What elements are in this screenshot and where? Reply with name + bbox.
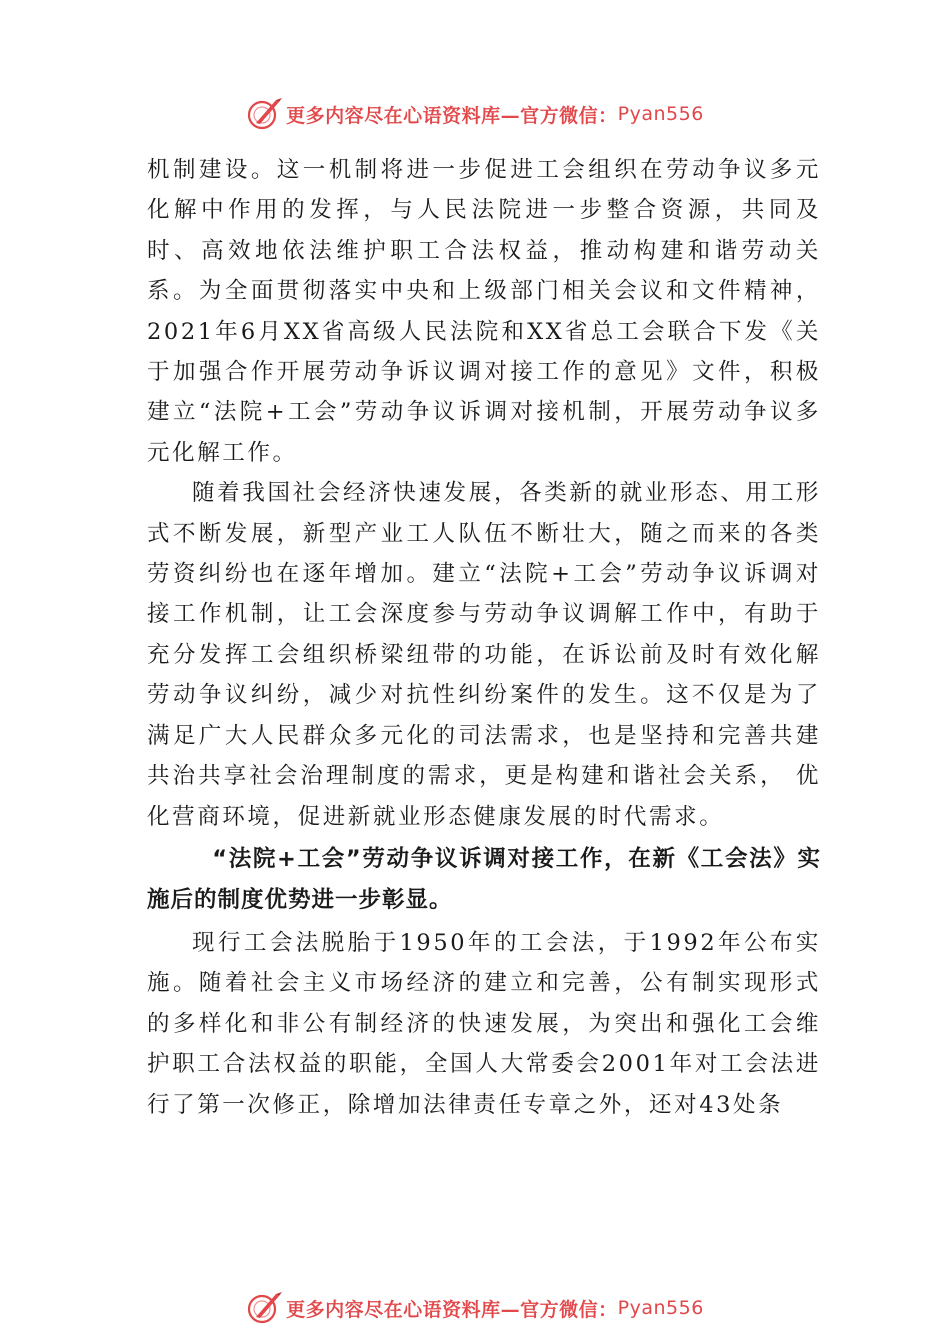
header-banner xyxy=(0,94,950,134)
section-heading: “法院+工会”劳动争议诉调对接工作，在新《工会法》实施后的制度优势进一步彰显。 xyxy=(147,845,821,913)
document-body xyxy=(147,150,821,1125)
banner-text: 更多内容尽在心语资料库—官方微信： xyxy=(286,104,618,127)
paragraph-2: 随着我国社会经济快速发展，各类新的就业形态、用工形式不断发展，新型产业工人队伍不断壮大，随之而来的各类劳资纠纷也在逐年增加。建立“法院+工会”劳动争议诉调对接工作机制，让工会深度参与劳动争议调解工作中，有助于充分发挥工会组织桥梁纽带的功能，在诉讼前及时有效化解劳动争议纠纷，减少对抗性纠纷案件的发生。这不仅是为了满足广大人民群众多元化的司法需求，也是坚持和完善共建共治共享社会治理制度的需求，更是构建和谐社会关系， 优化营商环境，促进新就业形态健康发展的时代需求。 xyxy=(147,480,821,830)
footer-banner xyxy=(0,1288,950,1328)
paragraph-3: 现行工会法脱胎于1950年的工会法，于1992年公布实施。随着社会主义市场经济的建立和完善，公有制实现形式的多样化和非公有制经济的快速发展，为突出和强化工会维护职工合法权益的职能，全国人大常委会2001年对工会法进行了第一次修正，除增加法律责任专章之外，还对43处条 xyxy=(147,929,821,1118)
banner-text: 更多内容尽在心语资料库—官方微信： xyxy=(286,1298,618,1321)
quill-pen-logo-icon xyxy=(246,1290,284,1326)
paragraph-1: 机制建设。这一机制将进一步促进工会组织在劳动争议多元化解中作用的发挥，与人民法院进一步整合资源，共同及时、高效地依法维护职工合法权益，推动构建和谐劳动关系。为全面贯彻落实中央和上级部门相关会议和文件精神，2021年6月XX省高级人民法院和XX省总工会联合下发《关于加强合作开展劳动争诉议调对接工作的意见》文件，积极建立“法院+工会”劳动争议诉调对接机制，开展劳动争议多元化解工作。 xyxy=(147,157,821,466)
banner-contact: Pyan556 xyxy=(617,1297,704,1319)
quill-pen-logo-icon xyxy=(246,96,284,132)
banner-contact: Pyan556 xyxy=(617,103,704,125)
